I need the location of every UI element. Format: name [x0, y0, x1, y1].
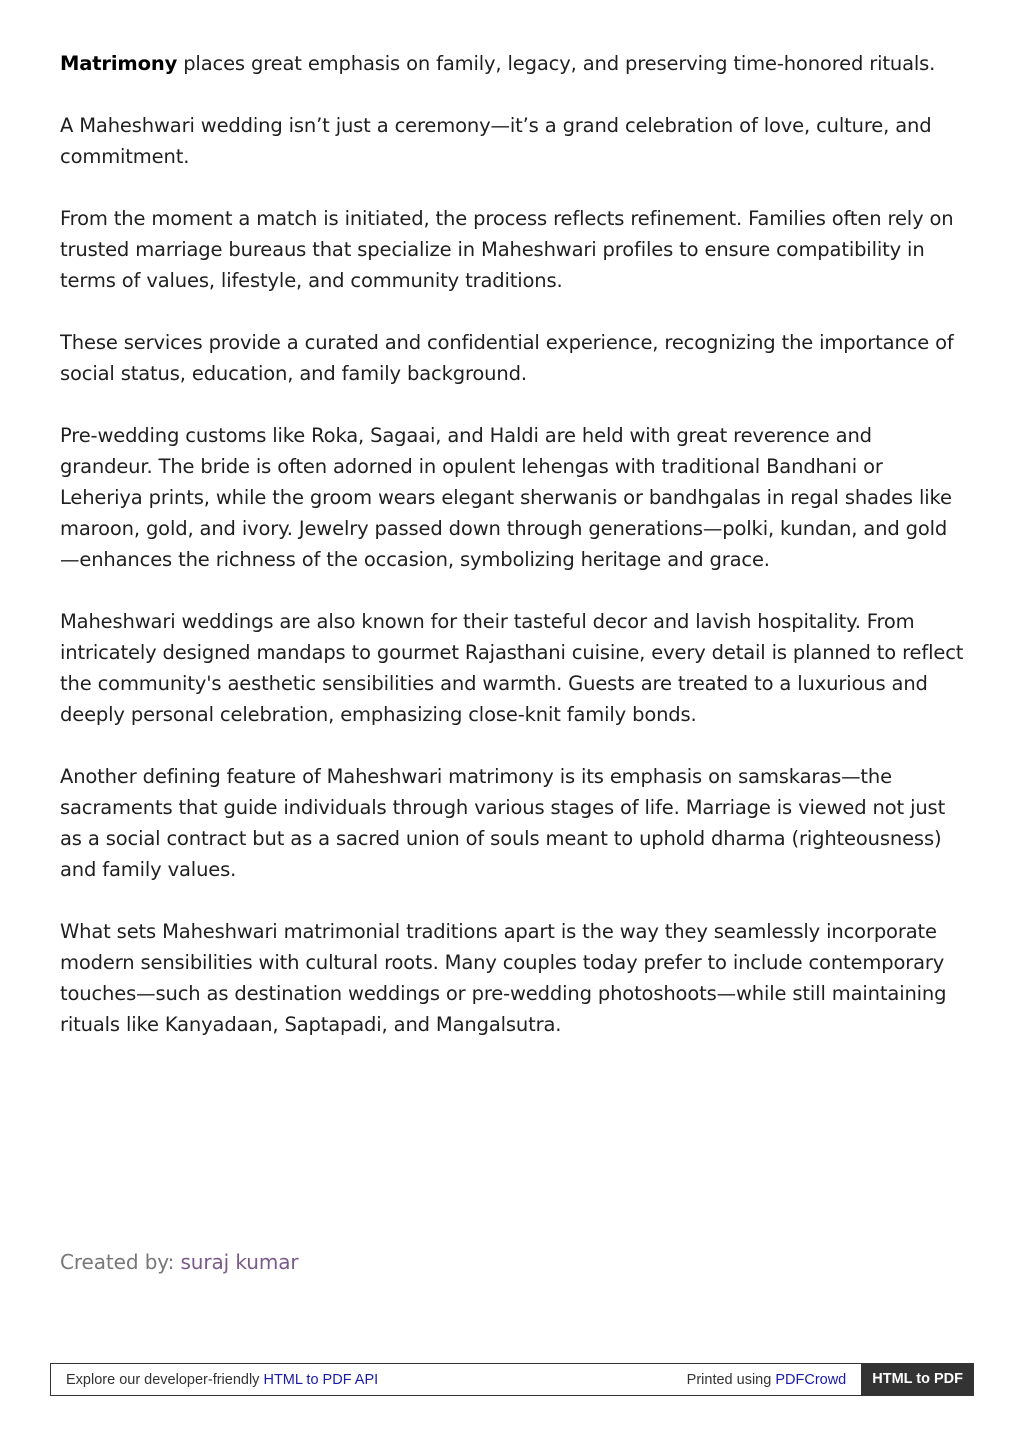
creator-label: Created by: [60, 1250, 181, 1274]
pdfcrowd-link[interactable]: PDFCrowd [775, 1371, 847, 1388]
paragraph-4 [60, 327, 965, 389]
paragraph-6 [60, 606, 965, 730]
paragraph-8 [60, 916, 965, 1040]
paragraph-5 [60, 420, 965, 575]
paragraph-8-text: What sets Maheshwari matrimonial traditions apart is the way they seamlessly incorporate modern sensibilities with cultural roots. Many couples today prefer to include contemporary touches—such as destination weddings or pre-wedding photoshoots—while still maintaining rituals like Kanyadaan, Saptapadi, and Mangalsutra. [60, 920, 947, 1036]
pdfcrowd-footer-bar [50, 1363, 974, 1396]
paragraph-3-text: From the moment a match is initiated, the process reflects refinement. Families often rely on trusted marriage bureaus that specialize in Maheshwari profiles to ensure compatibility in terms of values, lifestyle, and community traditions. [60, 207, 954, 292]
paragraph-3 [60, 203, 965, 296]
paragraph-5-text: Pre-wedding customs like Roka, Sagaai, and Haldi are held with great reverence and grandeur. The bride is often adorned in opulent lehengas with traditional Bandhani or Leheriya prints, while the groom wears elegant sherwanis or bandhgalas in regal shades like maroon, gold, and ivory. Jewelry passed down through generations—polki, kundan, and gold—enhances the richness of the occasion, symbolizing heritage and grace. [60, 424, 952, 571]
paragraph-2-text: A Maheshwari wedding isn’t just a ceremony—it’s a grand celebration of love, culture, and commitment. [60, 114, 932, 168]
html-to-pdf-button[interactable]: HTML to PDF [861, 1363, 974, 1396]
creator-line [60, 1250, 298, 1274]
paragraph-1 [60, 48, 965, 79]
paragraph-4-text: These services provide a curated and confidential experience, recognizing the importance of social status, education, and family background. [60, 331, 954, 385]
footer-explore [51, 1372, 687, 1388]
footer-explore-text: Explore our developer-friendly [66, 1371, 264, 1388]
paragraph-7-text: Another defining feature of Maheshwari matrimony is its emphasis on samskaras—the sacraments that guide individuals through various stages of life. Marriage is viewed not just as a social contract but as a sacred union of souls meant to uphold dharma (righteousness) and family values. [60, 765, 946, 881]
paragraph-6-text: Maheshwari weddings are also known for their tasteful decor and lavish hospitality. From intricately designed mandaps to gourmet Rajasthani cuisine, every detail is planned to reflect the community's aesthetic sensibilities and warmth. Guests are treated to a luxurious and deeply personal celebration, emphasizing close-knit family bonds. [60, 610, 964, 726]
footer-printed-text: Printed using [686, 1371, 776, 1388]
footer-printed [687, 1372, 862, 1388]
html-to-pdf-api-link[interactable]: HTML to PDF API [263, 1371, 379, 1388]
paragraph-1-bold: Matrimony [60, 52, 178, 75]
paragraph-1-text: places great emphasis on family, legacy, and preserving time-honored rituals. [177, 52, 936, 75]
paragraph-7 [60, 761, 965, 885]
document-body [60, 48, 965, 1071]
creator-name-link[interactable]: suraj kumar [180, 1250, 299, 1274]
paragraph-2 [60, 110, 965, 172]
